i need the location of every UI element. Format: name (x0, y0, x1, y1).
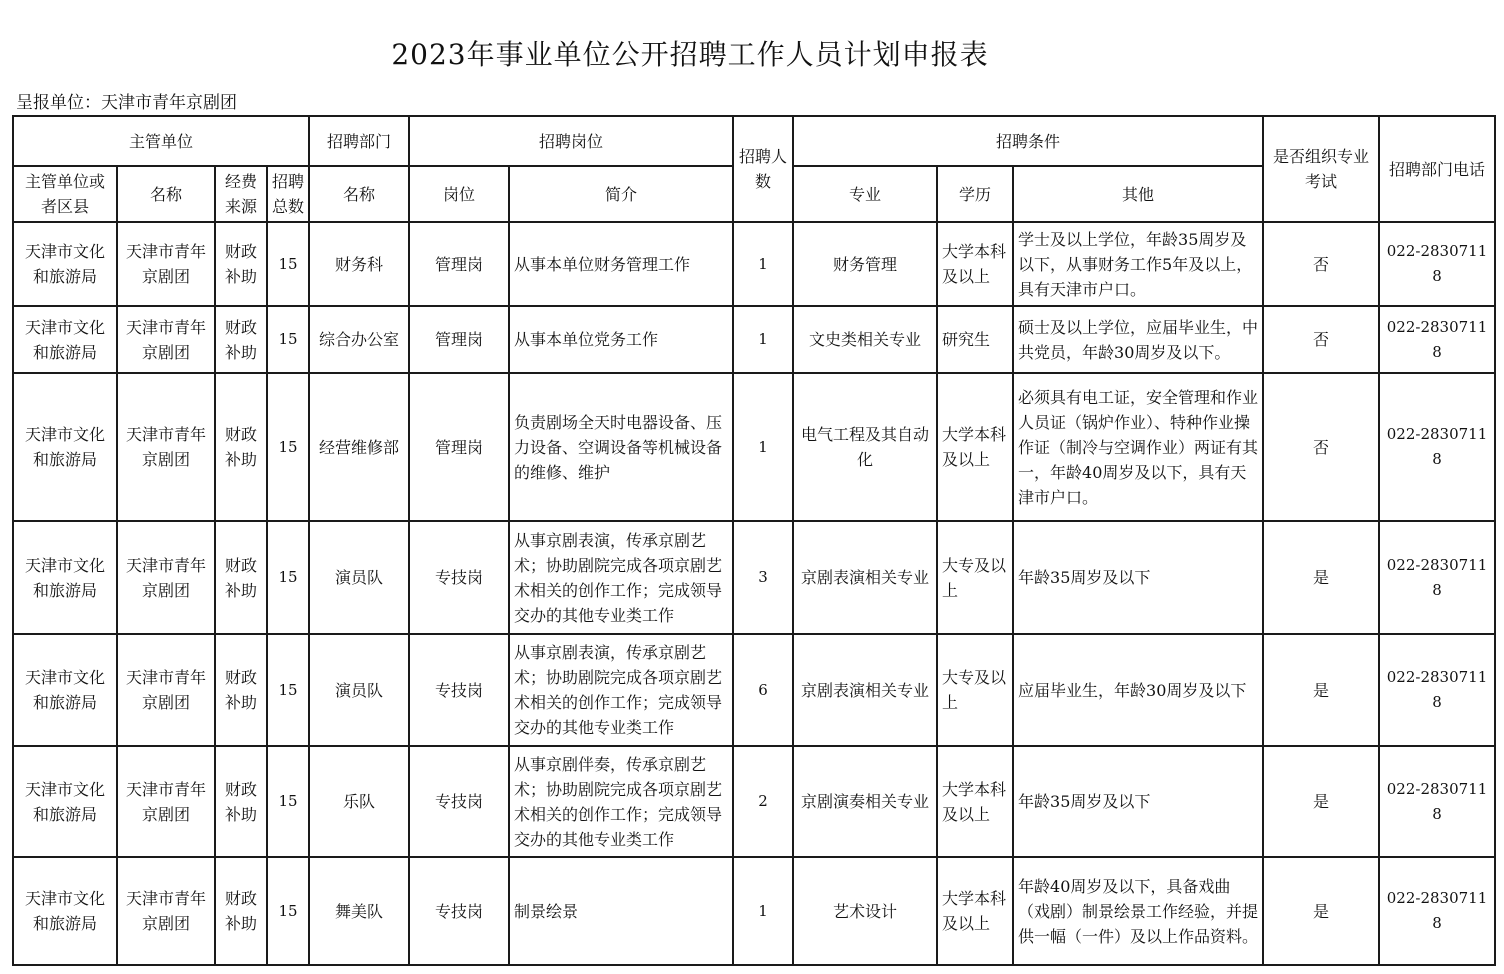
cell-total: 15 (267, 634, 309, 746)
cell-name: 天津市青年京剧团 (117, 746, 215, 857)
cell-name: 天津市青年京剧团 (117, 222, 215, 306)
header-exam: 是否组织专业考试 (1263, 116, 1379, 222)
header-post: 岗位 (409, 166, 509, 222)
cell-name: 天津市青年京剧团 (117, 857, 215, 965)
table-row (13, 222, 1495, 306)
cell-intro: 从事京剧表演，传承京剧艺术；协助剧院完成各项京剧艺术相关的创作工作；完成领导交办的其他专业类工作 (509, 521, 733, 634)
cell-phone: 022-28307118 (1379, 373, 1495, 521)
cell-authority: 天津市文化和旅游局 (13, 746, 117, 857)
cell-phone: 022-28307118 (1379, 634, 1495, 746)
recruitment-plan-table (12, 115, 1496, 966)
cell-total: 15 (267, 373, 309, 521)
cell-dept: 舞美队 (309, 857, 409, 965)
cell-phone: 022-28307118 (1379, 521, 1495, 634)
cell-intro: 制景绘景 (509, 857, 733, 965)
cell-phone: 022-28307118 (1379, 306, 1495, 373)
cell-funding: 财政补助 (215, 222, 267, 306)
page-title: 2023年事业单位公开招聘工作人员计划申报表 (391, 37, 989, 71)
cell-headcount: 2 (733, 746, 793, 857)
cell-headcount: 6 (733, 634, 793, 746)
cell-intro: 从事本单位财务管理工作 (509, 222, 733, 306)
header-headcount: 招聘人数 (733, 116, 793, 222)
reporting-unit: 呈报单位：天津市青年京剧团 (16, 93, 237, 113)
cell-intro: 从事本单位党务工作 (509, 306, 733, 373)
table-row (13, 634, 1495, 746)
cell-major: 艺术设计 (793, 857, 937, 965)
header-group-post: 招聘岗位 (409, 116, 733, 166)
header-major: 专业 (793, 166, 937, 222)
cell-other: 年龄35周岁及以下 (1013, 521, 1263, 634)
cell-headcount: 1 (733, 373, 793, 521)
cell-exam: 否 (1263, 306, 1379, 373)
cell-exam: 是 (1263, 746, 1379, 857)
cell-post: 管理岗 (409, 373, 509, 521)
cell-dept: 乐队 (309, 746, 409, 857)
cell-other: 年龄35周岁及以下 (1013, 746, 1263, 857)
header-group-dept: 招聘部门 (309, 116, 409, 166)
cell-authority: 天津市文化和旅游局 (13, 857, 117, 965)
header-group-authority: 主管单位 (13, 116, 309, 166)
cell-other: 学士及以上学位，年龄35周岁及以下，从事财务工作5年及以上，具有天津市户口。 (1013, 222, 1263, 306)
table-row (13, 373, 1495, 521)
header-authority-district: 主管单位或者区县 (13, 166, 117, 222)
cell-total: 15 (267, 746, 309, 857)
cell-exam: 是 (1263, 857, 1379, 965)
cell-education: 大学本科及以上 (937, 222, 1013, 306)
cell-funding: 财政补助 (215, 746, 267, 857)
cell-name: 天津市青年京剧团 (117, 306, 215, 373)
cell-total: 15 (267, 521, 309, 634)
cell-funding: 财政补助 (215, 521, 267, 634)
header-education: 学历 (937, 166, 1013, 222)
cell-name: 天津市青年京剧团 (117, 634, 215, 746)
cell-education: 大学本科及以上 (937, 857, 1013, 965)
cell-major: 电气工程及其自动化 (793, 373, 937, 521)
cell-headcount: 1 (733, 222, 793, 306)
header-other: 其他 (1013, 166, 1263, 222)
cell-funding: 财政补助 (215, 857, 267, 965)
cell-post: 专技岗 (409, 634, 509, 746)
cell-post: 专技岗 (409, 521, 509, 634)
cell-other: 应届毕业生，年龄30周岁及以下 (1013, 634, 1263, 746)
cell-authority: 天津市文化和旅游局 (13, 306, 117, 373)
cell-major: 文史类相关专业 (793, 306, 937, 373)
cell-total: 15 (267, 306, 309, 373)
cell-funding: 财政补助 (215, 634, 267, 746)
cell-exam: 是 (1263, 634, 1379, 746)
table-row (13, 857, 1495, 965)
cell-major: 财务管理 (793, 222, 937, 306)
cell-major: 京剧表演相关专业 (793, 634, 937, 746)
cell-headcount: 1 (733, 857, 793, 965)
cell-major: 京剧表演相关专业 (793, 521, 937, 634)
header-total: 招聘总数 (267, 166, 309, 222)
cell-dept: 综合办公室 (309, 306, 409, 373)
cell-post: 管理岗 (409, 222, 509, 306)
cell-exam: 是 (1263, 521, 1379, 634)
cell-dept: 经营维修部 (309, 373, 409, 521)
cell-other: 硕士及以上学位，应届毕业生，中共党员，年龄30周岁及以下。 (1013, 306, 1263, 373)
header-phone: 招聘部门电话 (1379, 116, 1495, 222)
header-group-conditions: 招聘条件 (793, 116, 1263, 166)
cell-total: 15 (267, 857, 309, 965)
cell-education: 大专及以上 (937, 634, 1013, 746)
cell-post: 专技岗 (409, 746, 509, 857)
cell-funding: 财政补助 (215, 373, 267, 521)
cell-dept: 演员队 (309, 521, 409, 634)
header-funding: 经费来源 (215, 166, 267, 222)
cell-authority: 天津市文化和旅游局 (13, 521, 117, 634)
cell-phone: 022-28307118 (1379, 746, 1495, 857)
cell-dept: 财务科 (309, 222, 409, 306)
header-dept-name: 名称 (309, 166, 409, 222)
cell-education: 研究生 (937, 306, 1013, 373)
cell-post: 管理岗 (409, 306, 509, 373)
cell-intro: 从事京剧伴奏，传承京剧艺术；协助剧院完成各项京剧艺术相关的创作工作；完成领导交办的其他专业类工作 (509, 746, 733, 857)
cell-intro: 从事京剧表演，传承京剧艺术；协助剧院完成各项京剧艺术相关的创作工作；完成领导交办的其他专业类工作 (509, 634, 733, 746)
cell-education: 大专及以上 (937, 521, 1013, 634)
cell-authority: 天津市文化和旅游局 (13, 634, 117, 746)
cell-funding: 财政补助 (215, 306, 267, 373)
cell-phone: 022-28307118 (1379, 222, 1495, 306)
table-row (13, 306, 1495, 373)
cell-post: 专技岗 (409, 857, 509, 965)
cell-name: 天津市青年京剧团 (117, 521, 215, 634)
cell-phone: 022-28307118 (1379, 857, 1495, 965)
cell-other: 必须具有电工证，安全管理和作业人员证（锅炉作业）、特种作业操作证（制冷与空调作业）两证有其一，年龄40周岁及以下，具有天津市户口。 (1013, 373, 1263, 521)
cell-headcount: 3 (733, 521, 793, 634)
table-row (13, 746, 1495, 857)
cell-total: 15 (267, 222, 309, 306)
cell-major: 京剧演奏相关专业 (793, 746, 937, 857)
cell-headcount: 1 (733, 306, 793, 373)
cell-education: 大学本科及以上 (937, 373, 1013, 521)
cell-authority: 天津市文化和旅游局 (13, 373, 117, 521)
header-intro: 简介 (509, 166, 733, 222)
cell-dept: 演员队 (309, 634, 409, 746)
cell-education: 大学本科及以上 (937, 746, 1013, 857)
cell-name: 天津市青年京剧团 (117, 373, 215, 521)
cell-intro: 负责剧场全天时电器设备、压力设备、空调设备等机械设备的维修、维护 (509, 373, 733, 521)
cell-exam: 否 (1263, 222, 1379, 306)
header-name: 名称 (117, 166, 215, 222)
cell-other: 年龄40周岁及以下，具备戏曲（戏剧）制景绘景工作经验，并提供一幅（一件）及以上作品资料。 (1013, 857, 1263, 965)
cell-authority: 天津市文化和旅游局 (13, 222, 117, 306)
table-row (13, 521, 1495, 634)
cell-exam: 否 (1263, 373, 1379, 521)
